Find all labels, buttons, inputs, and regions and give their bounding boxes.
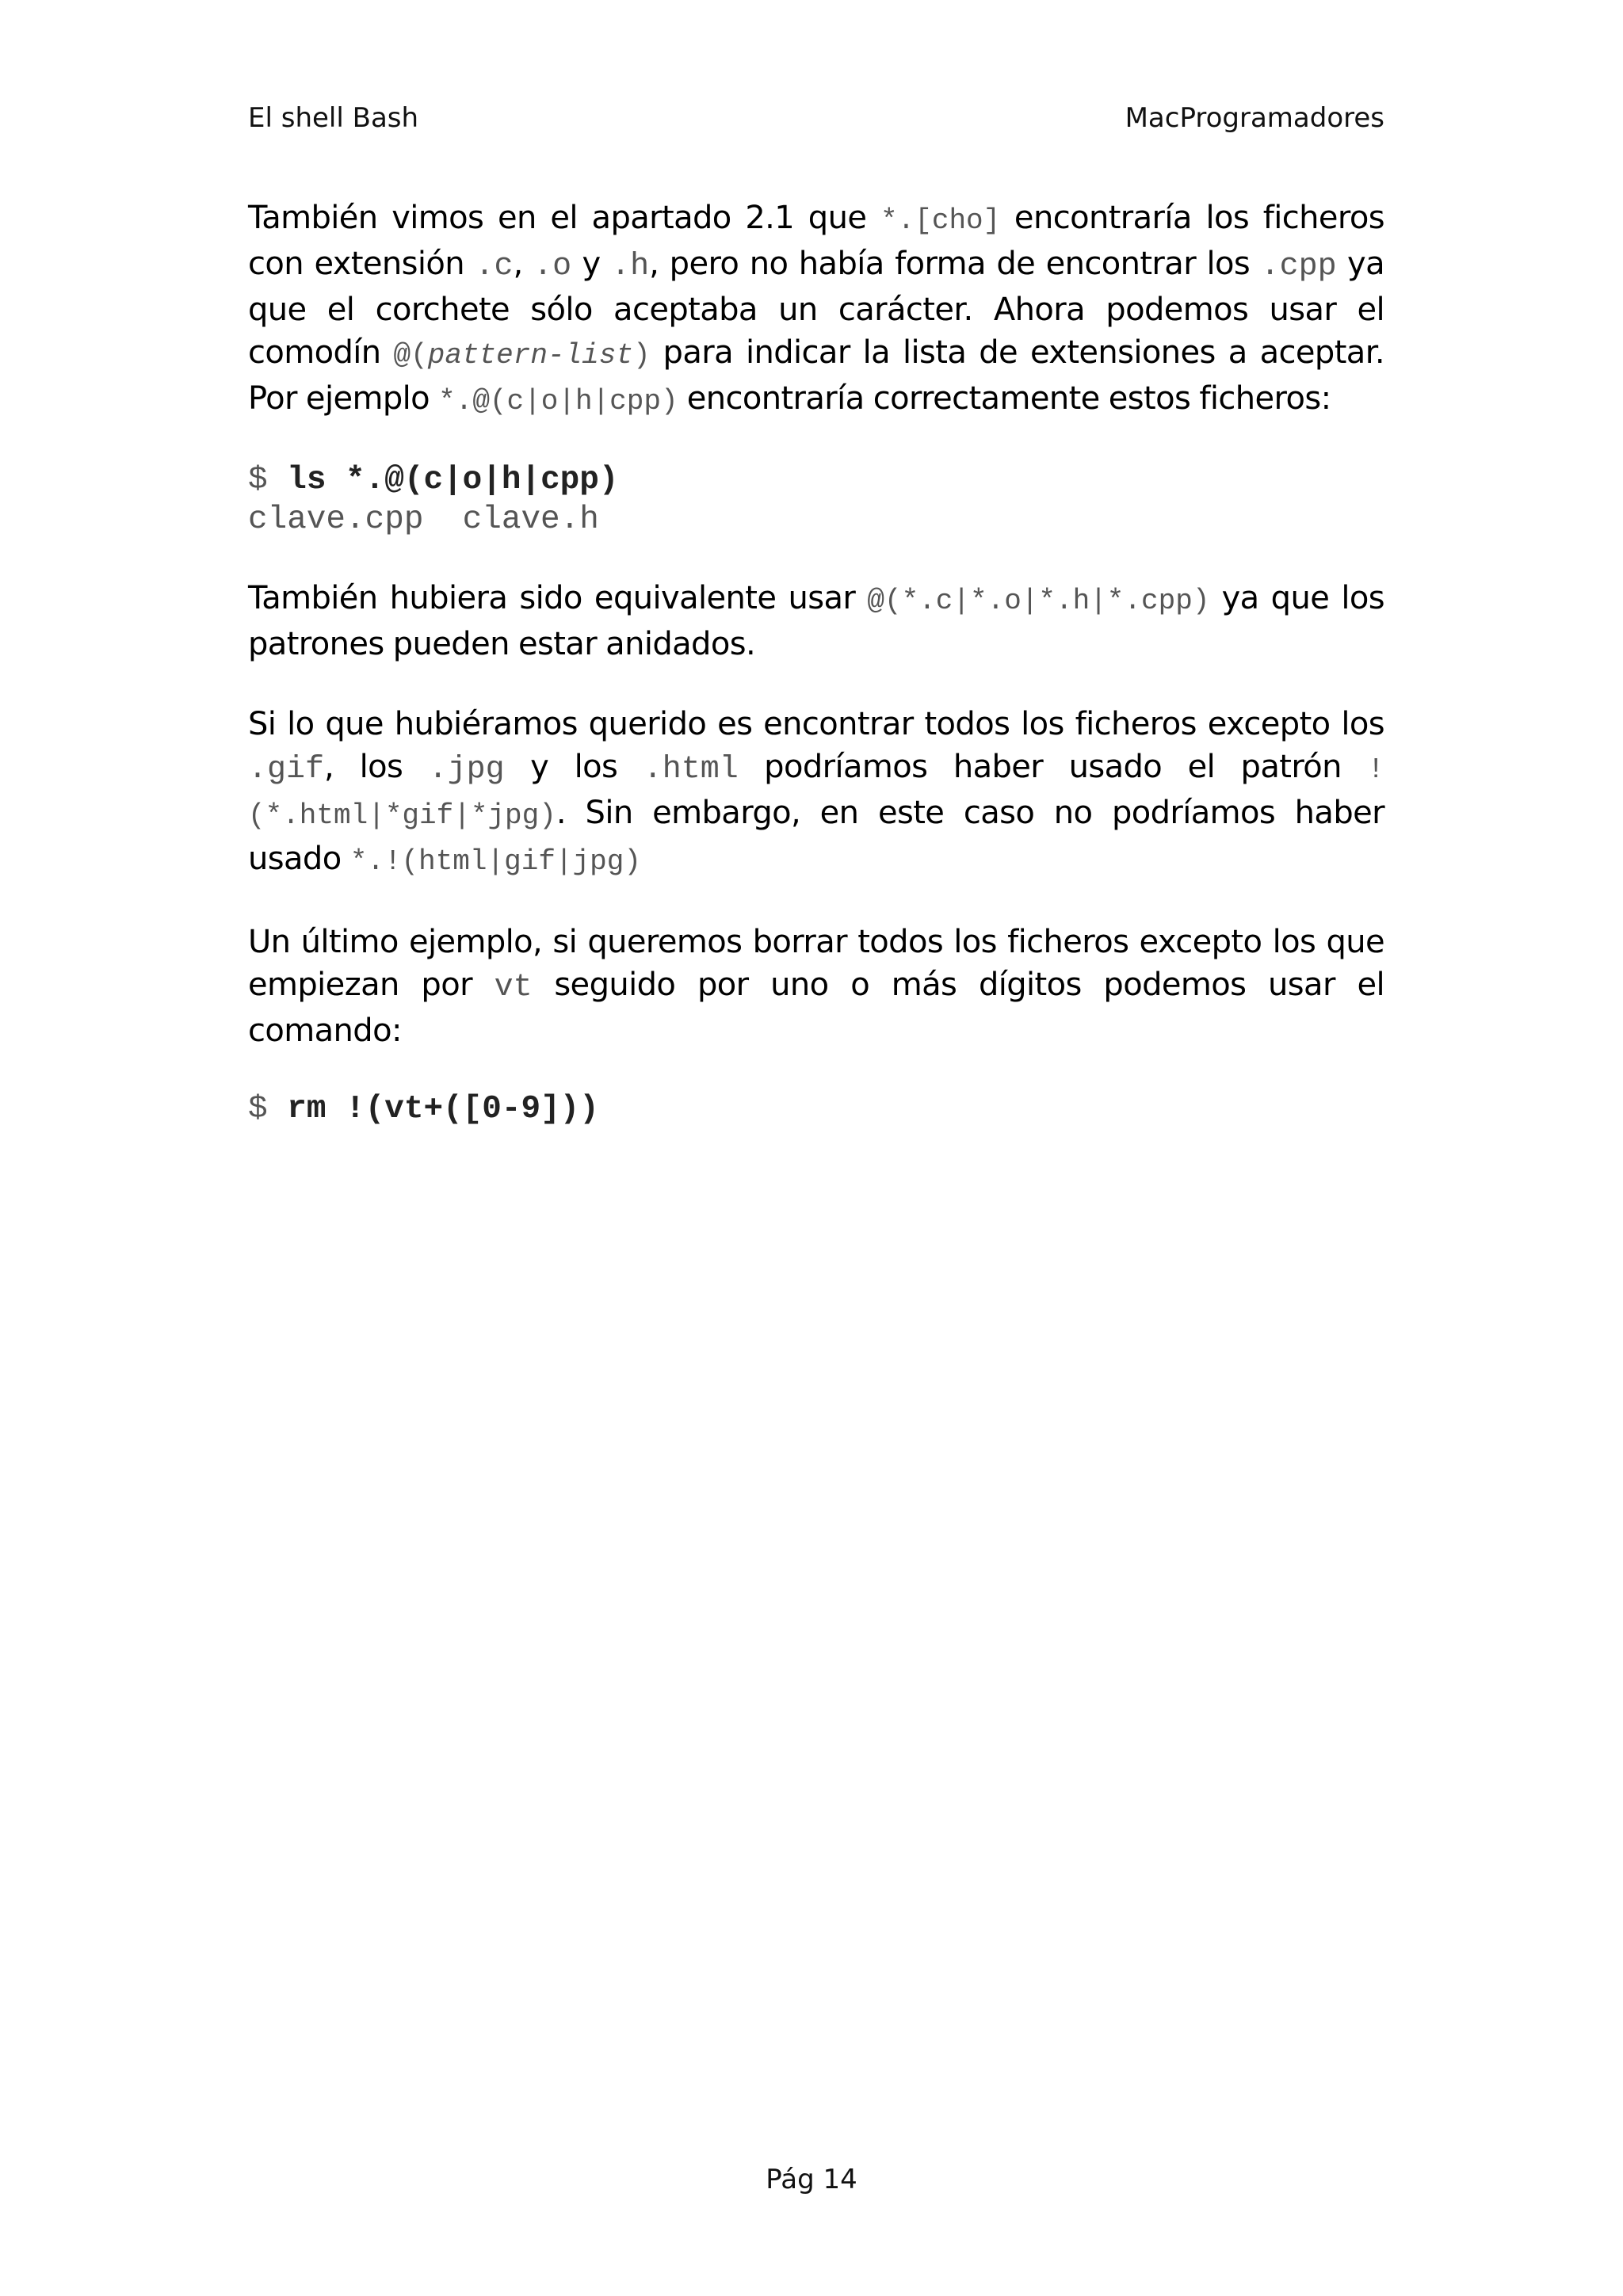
inline-code: @(*.c|*.o|*.h|*.cpp) [867, 585, 1210, 617]
page-number: Pág 14 [766, 2164, 857, 2195]
text: Si lo que hubiéramos querido es encontrar todos los ficheros excepto los [248, 706, 1384, 742]
paragraph-pattern-list [248, 196, 1384, 423]
text: encontraría los ficheros con extensión [248, 200, 1384, 282]
terminal-example-rm [248, 1089, 1384, 1129]
inline-code [394, 339, 651, 372]
text: ya que el corchete sólo aceptaba un carácter. Ahora podemos usar el comodín [248, 246, 1385, 371]
command-output: clave.cpp clave.h [248, 502, 599, 538]
text: , los [324, 749, 429, 785]
page-header [248, 98, 1384, 138]
inline-code: .o [533, 249, 572, 284]
text: También vimos en el apartado 2.1 que [248, 200, 881, 236]
text: encontraría correctamente estos ficheros: [678, 380, 1331, 417]
header-site: MacProgramadores [1125, 102, 1384, 134]
prompt: $ [248, 1091, 288, 1127]
text: seguido por uno o más dígitos podemos usar el comando: [248, 967, 1384, 1049]
inline-code: !(*.html|*gif|*jpg) [248, 753, 1384, 832]
page-body [248, 196, 1384, 1166]
command: ls *.@(c|o|h|cpp) [287, 462, 619, 498]
text: podríamos haber usado el patrón [738, 749, 1368, 785]
inline-code: *.!(html|gif|jpg) [349, 845, 641, 878]
inline-code: .jpg [428, 752, 505, 788]
paragraph-negation [248, 703, 1384, 883]
text: ya que los patrones pueden estar anidados. [248, 580, 1384, 662]
text: También hubiera sido equivalente usar [248, 580, 868, 616]
inline-code: .c [475, 249, 514, 284]
inline-code: .html [643, 752, 739, 788]
header-title: El shell Bash [248, 102, 419, 134]
inline-code: *.@(c|o|h|cpp) [438, 385, 678, 418]
text: Un último ejemplo, si queremos borrar todos los ficheros excepto los que empiezan por [248, 924, 1384, 1003]
prompt: $ [248, 462, 288, 498]
terminal-example-ls [248, 460, 1384, 540]
text: . Sin embargo, en este caso no podríamos haber usado [248, 795, 1384, 877]
text: y los [504, 749, 643, 785]
paragraph-last-example [248, 921, 1384, 1052]
code-part: @( [393, 339, 428, 372]
inline-code: *.[cho] [880, 204, 1001, 237]
text: , pero no había forma de encontrar los [649, 246, 1261, 282]
code-part: ) [632, 339, 651, 372]
inline-code: .h [611, 249, 650, 284]
code-italic: pattern-list [427, 339, 633, 372]
paragraph-nested [248, 577, 1384, 666]
text: , [513, 246, 534, 282]
command: rm !(vt+([0-9])) [287, 1091, 599, 1127]
text: para indicar la lista de extensiones a aceptar. Por ejemplo [248, 334, 1384, 417]
inline-code: .gif [248, 752, 325, 788]
inline-code: vt [494, 970, 533, 1005]
inline-code: .cpp [1260, 249, 1337, 284]
text: y [571, 246, 612, 282]
